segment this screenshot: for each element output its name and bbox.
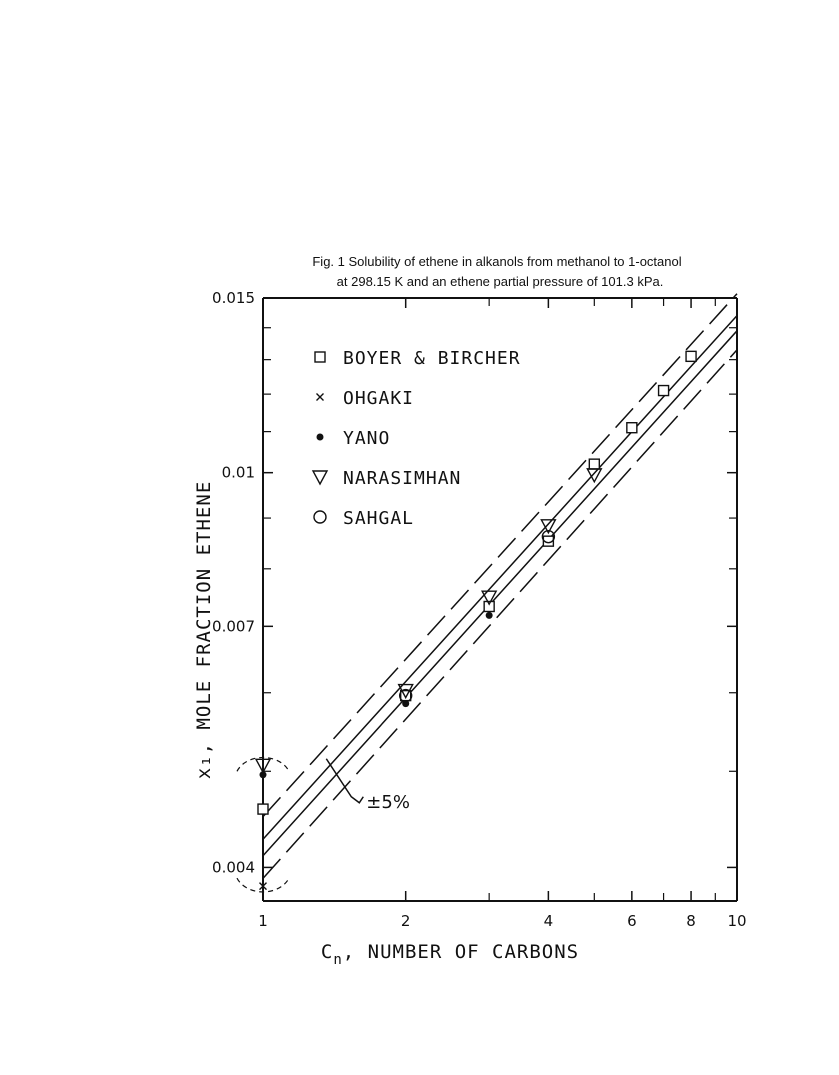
data-point-dot [486, 612, 493, 619]
x-tick-label: 4 [543, 912, 554, 930]
x-axis-label-subscript: n [333, 952, 343, 968]
data-point-square [659, 386, 669, 396]
x-tick-label: 10 [727, 912, 747, 930]
data-point-square [589, 459, 599, 469]
legend-label: SAHGAL [343, 508, 415, 529]
data-point-square-shape [258, 804, 268, 814]
legend-marker-dot-shape [317, 434, 324, 441]
data-point-triangle-down-shape [587, 469, 601, 482]
y-tick-label: 0.015 [212, 289, 255, 307]
y-tick-label: 0.01 [221, 463, 255, 482]
legend-marker-triangle-down [313, 471, 327, 484]
band-line-dashed [263, 350, 737, 879]
y-tick-label: 0.007 [212, 617, 255, 636]
legend-label: OHGAKI [343, 388, 415, 409]
data-point-square [627, 423, 637, 433]
band-line-dashed [263, 294, 737, 817]
data-point-square-shape [627, 423, 637, 433]
legend-marker-circle [314, 511, 326, 523]
data-point-triangle-down [587, 469, 601, 482]
legend-marker-cross-shape [317, 394, 324, 401]
annotation [326, 759, 410, 813]
data-points [237, 351, 696, 892]
y-axis-label: x₁, MOLE FRACTION ETHENE [193, 480, 215, 780]
x-axis-label-rest: , NUMBER OF CARBONS [342, 941, 580, 963]
x-tick-label: 8 [686, 912, 696, 930]
x-axis-label-prefix: C [320, 941, 334, 963]
data-point-dot-shape [486, 612, 493, 619]
data-point-square [258, 804, 268, 814]
fit-line-solid [263, 331, 737, 856]
data-point-square-shape [686, 351, 696, 361]
y-tick-label: 0.004 [212, 858, 255, 877]
annotation-label: ±5% [366, 791, 410, 813]
data-point-square [686, 351, 696, 361]
legend-marker-square-shape [315, 352, 325, 362]
x-axis-label [321, 941, 579, 968]
data-point-square-shape [589, 459, 599, 469]
legend-label: BOYER & BIRCHER [343, 348, 521, 369]
legend-marker-circle-shape [314, 511, 326, 523]
data-point-square-shape [659, 386, 669, 396]
legend-marker-cross [317, 394, 324, 401]
legend-marker-triangle-down-shape [313, 471, 327, 484]
legend-label: NARASIMHAN [343, 468, 462, 489]
chart-caption-line2: at 298.15 K and an ethene partial pressure of 101.3 kPa. [336, 274, 664, 289]
fit-lines [263, 294, 737, 879]
legend-marker-square [315, 352, 325, 362]
x-tick-label: 2 [400, 912, 411, 930]
legend-label: YANO [343, 428, 391, 449]
legend-marker-dot [317, 434, 324, 441]
legend [313, 348, 521, 529]
x-tick-label: 1 [258, 912, 268, 930]
x-tick-label: 6 [627, 912, 637, 930]
chart-caption-line1: Fig. 1 Solubility of ethene in alkanols from methanol to 1-octanol [312, 254, 682, 269]
